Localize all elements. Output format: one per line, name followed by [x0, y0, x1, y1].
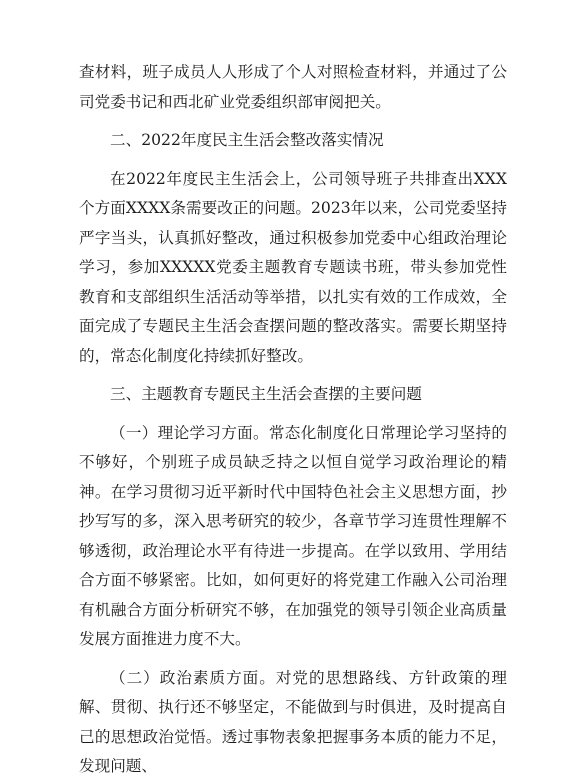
section-heading-2: 二、2022年度民主生活会整改落实情况 — [110, 131, 384, 149]
paragraph-theory-study: （一）理论学习方面。常态化制度化日常理论学习坚持的不够好，个别班子成员缺乏持之以恒自觉学习政治理论的精神。在学习贯彻习近平新时代中国特色社会主义思想方面，抄抄写写的多，深入思考研究的较少，各章节学习连贯性理解不够透彻，政治理论水平有待进一步提高。在学以致用、学用结合方面不够紧密。比如，如何更好的将党建工作融入公司治理有机融合方面分析研究不够，在加强党的领导引领企业高质量发展方面推进力度不大。 — [79, 423, 507, 648]
paragraph-2022-rectification: 在2022年度民主生活会上，公司领导班子共排查出XXX个方面XXXX条需要改正的问题。2023年以来，公司党委坚持严字当头，认真抓好整改，通过积极参加党委中心组政治理论学习，参加XXXXX党委主题教育专题读书班，带头参加党性教育和支部组织生活活动等举措，以扎实有效的工作成效，全面完成了专题民主生活会查摆问题的整改落实。需要长期坚持的，常态化制度化持续抓好整改。 — [79, 169, 507, 365]
section-heading-3: 三、主题教育专题民主生活会查摆的主要问题 — [110, 385, 422, 403]
document-body — [79, 58, 507, 782]
paragraph-continuation: 查材料，班子成员人人形成了个人对照检查材料，并通过了公司党委书记和西北矿业党委组织部审阅把关。 — [79, 63, 507, 111]
paragraph-political-quality: （二）政治素质方面。对党的思想路线、方针政策的理解、贯彻、执行还不够坚定，不能做到与时俱进，及时提高自己的思想政治觉悟。透过事物表象把握事务本质的能力不足，发现问题、 — [79, 668, 507, 775]
